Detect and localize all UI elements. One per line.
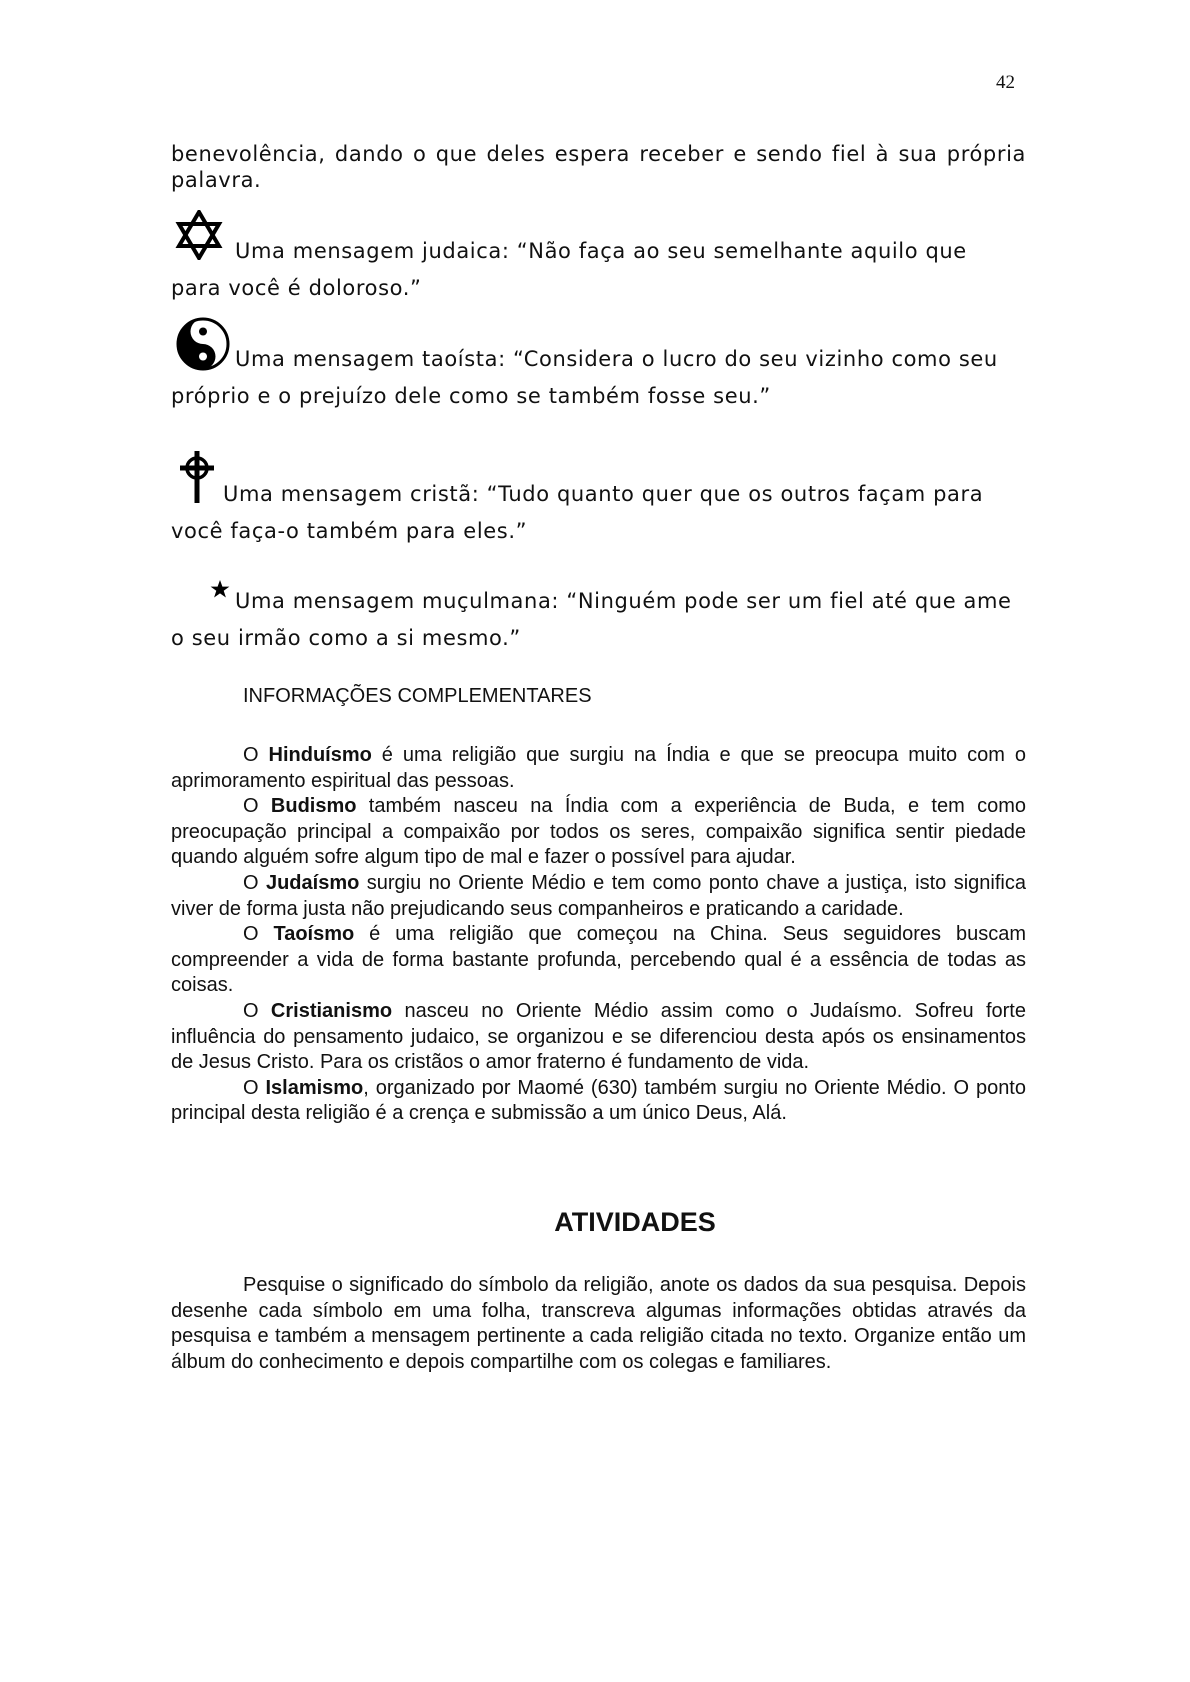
message-muslim xyxy=(171,588,1026,651)
term-buddhism: Budismo xyxy=(270,795,357,818)
info-heading: INFORMAÇÕES COMPLEMENTARES xyxy=(243,685,592,707)
message-jewish-line2: para você é doloroso.” xyxy=(171,276,422,300)
term-judaism: Judaísmo xyxy=(265,871,360,894)
term-christianity: Cristianismo xyxy=(270,999,393,1022)
term-hinduism: Hinduísmo xyxy=(268,744,372,766)
activities-title: ATIVIDADES xyxy=(554,1207,716,1237)
message-jewish-line1: Uma mensagem judaica: “Não faça ao seu semelhante aquilo que xyxy=(235,239,967,263)
term-islam: Islamismo xyxy=(265,1076,364,1099)
message-christian xyxy=(171,481,1026,544)
message-muslim-line1: Uma mensagem muçulmana: “Ninguém pode ser um fiel até que ame xyxy=(235,589,1012,613)
message-taoist xyxy=(171,346,1026,409)
info-hinduism: O Hinduísmo é uma religião que surgiu na Índia e que se preocupa muito com o aprimoramento espiritual das pessoas. xyxy=(171,744,1026,792)
message-christian-line1: Uma mensagem cristã: “Tudo quanto quer que os outros façam para xyxy=(223,482,984,506)
message-muslim-line2: o seu irmão como a si mesmo.” xyxy=(171,626,521,650)
intro-paragraph: benevolência, dando o que deles espera receber e sendo fiel à sua própria palavra. xyxy=(171,142,1026,192)
info-islam: O Islamismo, organizado por Maomé (630) também surgiu no Oriente Médio. O ponto principal desta religião é a crença e submissão a um único Deus, Alá. xyxy=(171,1076,1026,1125)
message-christian-line2: você faça-o também para eles.” xyxy=(171,519,528,543)
info-buddhism: O Budismo também nasceu na Índia com a experiência de Buda, e tem como preocupação principal a compaixão por todos os seres, compaixão significa sentir piedade quando alguém sofre algum tipo de mal e fazer o possível para ajudar. xyxy=(171,795,1026,869)
info-paragraphs xyxy=(171,743,1026,1127)
term-taoism: Taoísmo xyxy=(273,923,355,946)
page-number: 42 xyxy=(996,72,1015,93)
info-taoism: O Taoísmo é uma religião que começou na China. Seus seguidores buscam compreender a vida de forma bastante profunda, percebendo qual é a essência de todas as coisas. xyxy=(171,923,1026,997)
activities-text: Pesquise o significado do símbolo da religião, anote os dados da sua pesquisa. Depois desenhe cada símbolo em uma folha, transcreva algumas informações obtidas através da pesquisa e também a mensagem pertinente a cada religião citada no texto. Organize então um álbum do conhecimento e depois compartilhe com os colegas e familiares. xyxy=(171,1274,1026,1373)
info-judaism: O Judaísmo surgiu no Oriente Médio e tem como ponto chave a justiça, isto significa viver de forma justa não prejudicando seus companheiros e praticando a caridade. xyxy=(171,871,1026,920)
message-jewish xyxy=(171,238,1026,301)
info-christianity: O Cristianismo nasceu no Oriente Médio assim como o Judaísmo. Sofreu forte influência do pensamento judaico, se organizou e se diferenciou desta após os ensinamentos de Jesus Cristo. Para os cristãos o amor fraterno é fundamento de vida. xyxy=(171,999,1026,1074)
message-taoist-line1: Uma mensagem taoísta: “Considera o lucro do seu vizinho como seu xyxy=(235,347,998,371)
message-taoist-line2: próprio e o prejuízo dele como se também fosse seu.” xyxy=(171,384,771,408)
